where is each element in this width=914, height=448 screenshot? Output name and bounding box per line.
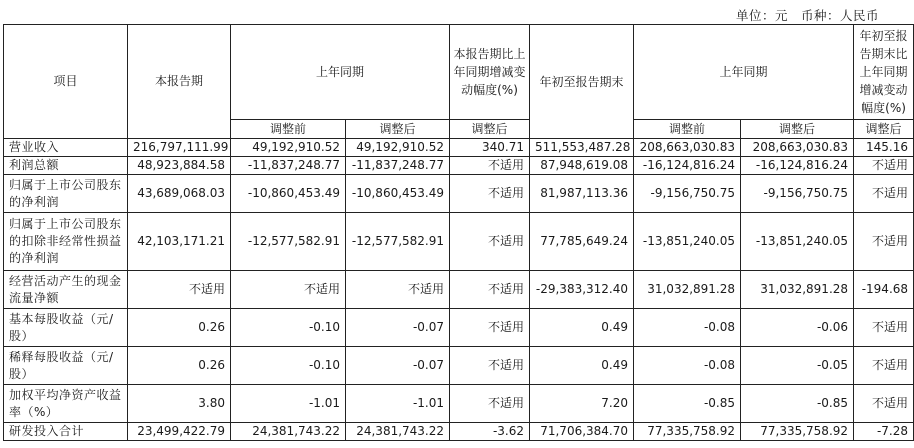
cell-prior-before: -11,837,248.77 (231, 157, 346, 175)
header-after-adjustment-change-ytd: 调整后 (854, 120, 914, 139)
cell-ytd-prior-before: -13,851,240.05 (634, 213, 741, 271)
cell-current: 0.26 (128, 309, 231, 347)
cell-ytd: 511,553,487.28 (530, 139, 634, 157)
cell-change: -3.62 (450, 423, 530, 441)
table-row (4, 213, 914, 271)
cell-change: 不适用 (450, 309, 530, 347)
table-row (4, 347, 914, 385)
cell-prior-before: 49,192,910.52 (231, 139, 346, 157)
cell-prior-after: -11,837,248.77 (346, 157, 450, 175)
cell-change: 不适用 (450, 385, 530, 423)
cell-ytd-change: 不适用 (854, 213, 914, 271)
cell-ytd-prior-before: -16,124,816.24 (634, 157, 741, 175)
cell-ytd-prior-after: -0.85 (741, 385, 854, 423)
cell-ytd-prior-after: 77,335,758.92 (741, 423, 854, 441)
cell-ytd-prior-before: -0.08 (634, 309, 741, 347)
cell-ytd: -29,383,312.40 (530, 271, 634, 309)
cell-change: 不适用 (450, 347, 530, 385)
cell-ytd-prior-after: -13,851,240.05 (741, 213, 854, 271)
header-before-adjustment-ytd: 调整前 (634, 120, 741, 139)
cell-prior-after: -12,577,582.91 (346, 213, 450, 271)
cell-ytd-change: -7.28 (854, 423, 914, 441)
cell-ytd: 77,785,649.24 (530, 213, 634, 271)
row-label: 归属于上市公司股东的净利润 (4, 175, 128, 213)
cell-ytd-change: 不适用 (854, 157, 914, 175)
table-row (4, 385, 914, 423)
cell-prior-before: 不适用 (231, 271, 346, 309)
cell-ytd-prior-after: 31,032,891.28 (741, 271, 854, 309)
cell-ytd-change: 不适用 (854, 347, 914, 385)
header-current-period: 本报告期 (128, 25, 231, 139)
table-row (4, 309, 914, 347)
cell-prior-before: 24,381,743.22 (231, 423, 346, 441)
cell-current: 23,499,422.79 (128, 423, 231, 441)
header-prior-same-period: 上年同期 (231, 25, 450, 120)
cell-prior-before: -12,577,582.91 (231, 213, 346, 271)
cell-prior-before: -1.01 (231, 385, 346, 423)
cell-change: 340.71 (450, 139, 530, 157)
financial-data-table (3, 24, 914, 441)
header-after-adjustment: 调整后 (346, 120, 450, 139)
cell-current: 48,923,884.58 (128, 157, 231, 175)
row-label: 研发投入合计 (4, 423, 128, 441)
row-label: 利润总额 (4, 157, 128, 175)
table-row (4, 157, 914, 175)
cell-ytd: 87,948,619.08 (530, 157, 634, 175)
cell-prior-after: 24,381,743.22 (346, 423, 450, 441)
cell-current: 216,797,111.99 (128, 139, 231, 157)
cell-change: 不适用 (450, 157, 530, 175)
header-prior-same-period-ytd: 上年同期 (634, 25, 854, 120)
row-label: 基本每股收益（元/股） (4, 309, 128, 347)
cell-ytd-change: 不适用 (854, 175, 914, 213)
cell-ytd-prior-after: -0.05 (741, 347, 854, 385)
cell-current: 42,103,171.21 (128, 213, 231, 271)
cell-prior-before: -0.10 (231, 309, 346, 347)
cell-ytd-prior-after: -0.06 (741, 309, 854, 347)
cell-ytd-change: 不适用 (854, 309, 914, 347)
cell-ytd: 0.49 (530, 309, 634, 347)
cell-ytd-prior-before: 31,032,891.28 (634, 271, 741, 309)
cell-current: 不适用 (128, 271, 231, 309)
row-label: 加权平均净资产收益率（%） (4, 385, 128, 423)
header-item: 项目 (4, 25, 128, 139)
cell-ytd: 0.49 (530, 347, 634, 385)
cell-change: 不适用 (450, 271, 530, 309)
table-row (4, 175, 914, 213)
cell-ytd-prior-after: -9,156,750.75 (741, 175, 854, 213)
cell-prior-after: -0.07 (346, 309, 450, 347)
table-row (4, 271, 914, 309)
cell-ytd-change: -194.68 (854, 271, 914, 309)
cell-prior-after: 49,192,910.52 (346, 139, 450, 157)
cell-prior-after: -1.01 (346, 385, 450, 423)
cell-prior-after: 不适用 (346, 271, 450, 309)
cell-current: 0.26 (128, 347, 231, 385)
cell-prior-before: -0.10 (231, 347, 346, 385)
cell-change: 不适用 (450, 175, 530, 213)
cell-ytd: 81,987,113.36 (530, 175, 634, 213)
cell-ytd-prior-before: 208,663,030.83 (634, 139, 741, 157)
table-row (4, 139, 914, 157)
header-ytd: 年初至报告期末 (530, 25, 634, 139)
cell-current: 43,689,068.03 (128, 175, 231, 213)
header-after-adjustment-change: 调整后 (450, 120, 530, 139)
cell-prior-after: -10,860,453.49 (346, 175, 450, 213)
row-label: 稀释每股收益（元/股） (4, 347, 128, 385)
cell-prior-after: -0.07 (346, 347, 450, 385)
header-ytd-yoy-change: 年初至报告期末比上年同期增减变动幅度(%) (854, 25, 914, 120)
cell-change: 不适用 (450, 213, 530, 271)
cell-ytd: 71,706,384.70 (530, 423, 634, 441)
currency-unit-note: 单位：元 币种：人民币 (735, 8, 879, 23)
cell-ytd-prior-before: -9,156,750.75 (634, 175, 741, 213)
header-yoy-change: 本报告期比上年同期增减变动幅度(%) (450, 25, 530, 120)
row-label: 经营活动产生的现金流量净额 (4, 271, 128, 309)
cell-ytd: 7.20 (530, 385, 634, 423)
table-row (4, 423, 914, 441)
cell-ytd-prior-after: -16,124,816.24 (741, 157, 854, 175)
cell-ytd-change: 145.16 (854, 139, 914, 157)
cell-current: 3.80 (128, 385, 231, 423)
cell-ytd-prior-before: 77,335,758.92 (634, 423, 741, 441)
cell-ytd-prior-before: -0.08 (634, 347, 741, 385)
header-after-adjustment-ytd: 调整后 (741, 120, 854, 139)
cell-prior-before: -10,860,453.49 (231, 175, 346, 213)
header-before-adjustment: 调整前 (231, 120, 346, 139)
cell-ytd-change: 不适用 (854, 385, 914, 423)
cell-ytd-prior-before: -0.85 (634, 385, 741, 423)
cell-ytd-prior-after: 208,663,030.83 (741, 139, 854, 157)
row-label: 归属于上市公司股东的扣除非经常性损益的净利润 (4, 213, 128, 271)
row-label: 营业收入 (4, 139, 128, 157)
